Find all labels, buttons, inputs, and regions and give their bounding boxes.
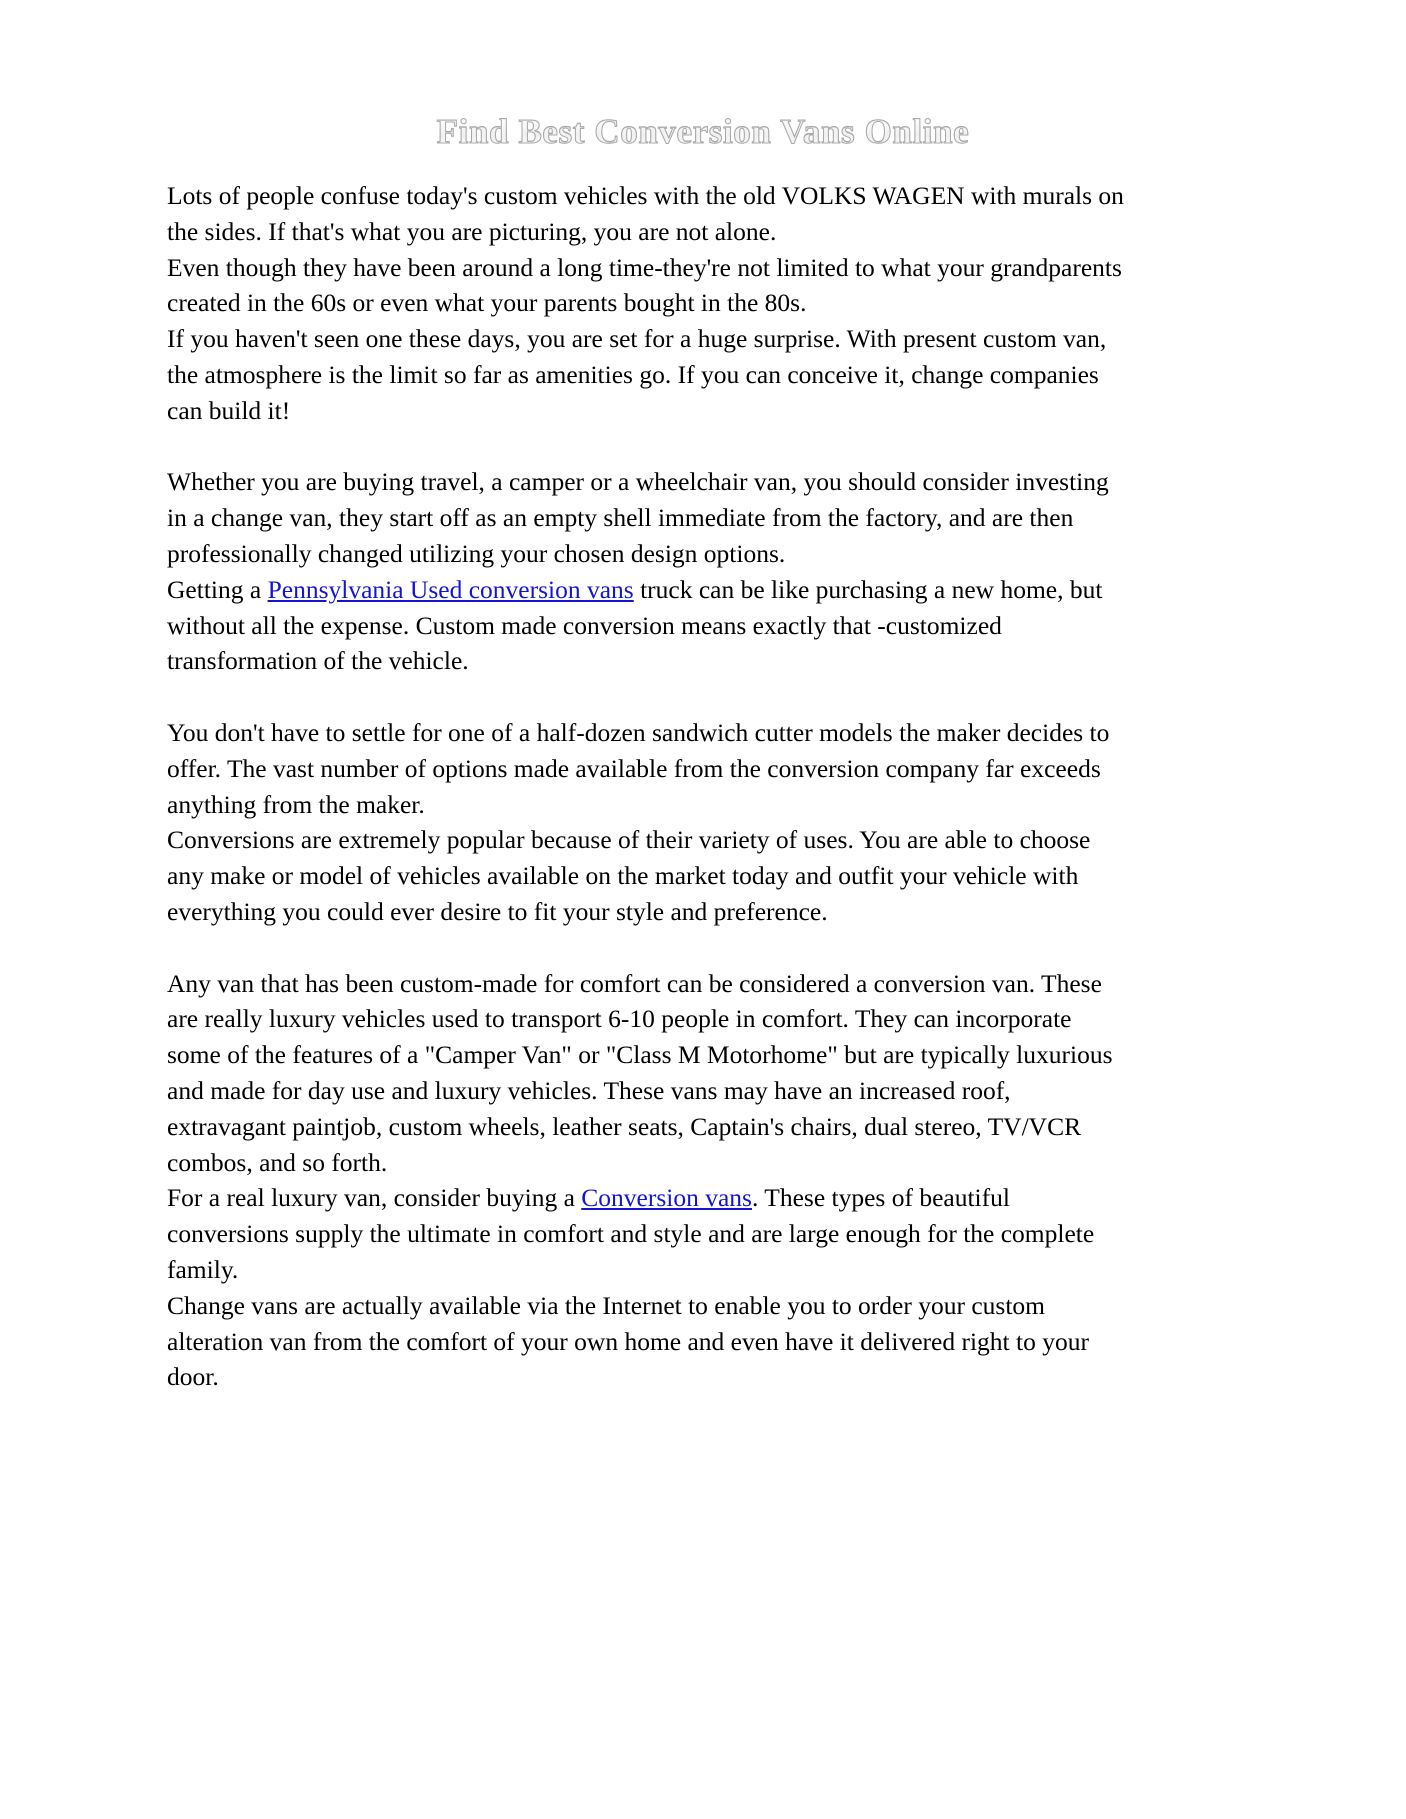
link-pennsylvania-used-conversion-vans[interactable]: Pennsylvania Used conversion vans [267, 574, 634, 604]
paragraph-6: You don't have to settle for one of a half-dozen sandwich cutter models the maker decides to offer. The vast number of options made available from the conversion company far exceeds anything from the maker. [167, 717, 1110, 819]
paragraph-spacer-3 [167, 930, 1130, 966]
paragraph-5 [167, 572, 1130, 679]
paragraph-4: Whether you are buying travel, a camper or a wheelchair van, you should consider investing in a change van, they start off as an empty shell immediate from the factory, and are then professionally changed utilizing your chosen design options. [167, 467, 1109, 568]
paragraph-2: Even though they have been around a long time-they're not limited to what your grandparents created in the 60s or even what your parents bought in the 80s. [167, 252, 1122, 318]
paragraph-9-text-after: . These types of beautiful conversions supply the ultimate in comfort and style and are large enough for the complete family. [167, 1183, 1095, 1284]
paragraph-8: Any van that has been custom-made for comfort can be considered a conversion van. These are really luxury vehicles used to transport 6-10 people in comfort. They can incorporate some of the features of a "Camper Van" or "Class M Motorhome" but are typically luxurious and made for day use and luxury vehicles. These vans may have an increased roof, extravagant paintjob, custom wheels, leather seats, Captain's chairs, dual stereo, TV/VCR combos, and so forth. [167, 968, 1113, 1177]
paragraph-spacer-2 [167, 679, 1130, 715]
paragraph-1: Lots of people confuse today's custom vehicles with the old VOLKS WAGEN with murals on the sides. If that's what you are picturing, you are not alone. [167, 181, 1124, 246]
paragraph-9 [167, 1180, 1130, 1287]
link-conversion-vans[interactable]: Conversion vans [581, 1183, 752, 1213]
paragraph-7: Conversions are extremely popular because of their variety of uses. You are able to choose any make or model of vehicles available on the market today and outfit your vehicle with everything you could ever desire to fit your style and preference. [167, 825, 1091, 926]
paragraph-10: Change vans are actually available via the Internet to enable you to order your custom alteration van from the comfort of your own home and even have it delivered right to your door. [167, 1290, 1089, 1392]
page-title: Find Best Conversion Vans Online [436, 112, 970, 151]
paragraph-3: If you haven't seen one these days, you are set for a huge surprise. With present custom van, the atmosphere is the limit so far as amenities go. If you can conceive it, change companies can build it! [167, 324, 1107, 425]
page-title-container [0, 112, 1406, 152]
document-body [167, 178, 1130, 1395]
paragraph-9-text-before: For a real luxury van, consider buying a [167, 1183, 582, 1213]
paragraph-5-text-after: truck can be like purchasing a new home, but without all the expense. Custom made conversion means exactly that -customized transformation of the vehicle. [167, 574, 1103, 676]
paragraph-spacer-1 [167, 429, 1130, 465]
paragraph-5-text-before: Getting a [167, 574, 268, 604]
